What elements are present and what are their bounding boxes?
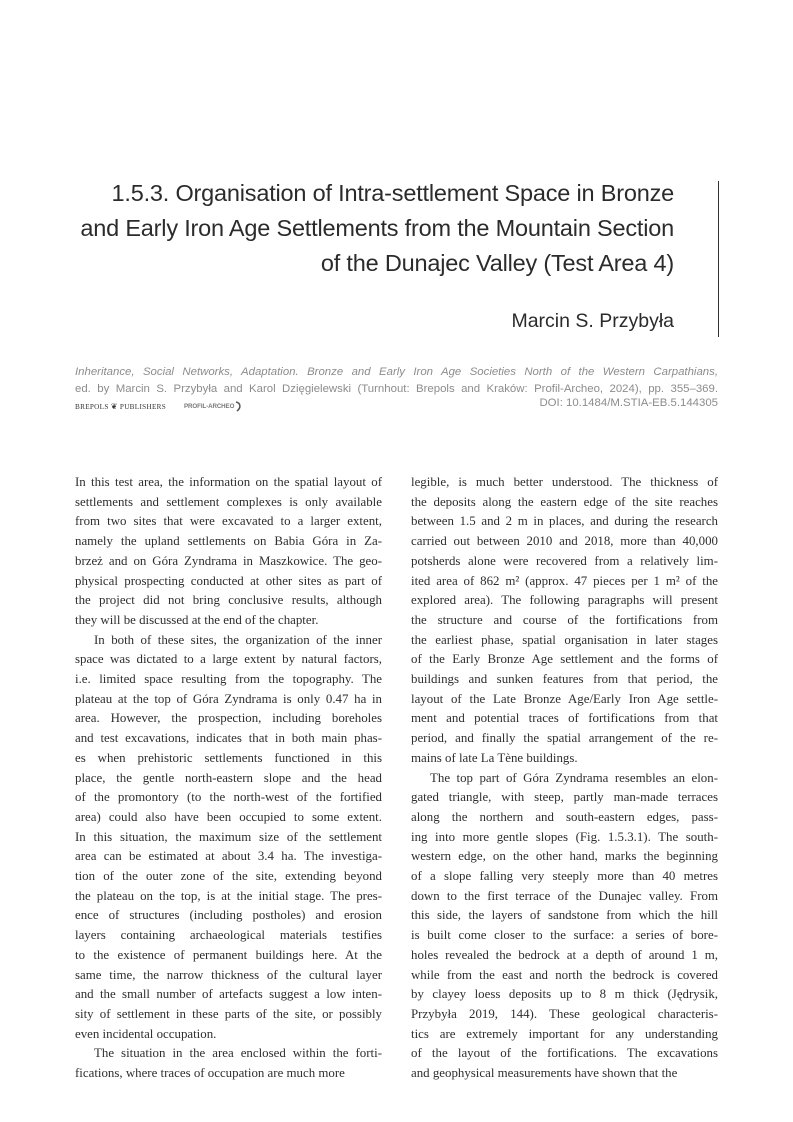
text-line: area) could also have been occupied to some extent. <box>75 809 382 824</box>
text-line: sity of settlement in these parts of the site, or possibly <box>75 1006 382 1021</box>
profil-archeo-swirl-icon <box>235 401 242 412</box>
text-line: holes revealed the bedrock at a depth of around 1 m, <box>411 947 718 962</box>
profil-archeo-logo-text: PROFIL-ARCHEO <box>184 403 235 410</box>
text-line: the plateau on the top, is at the initial stage. The pres- <box>75 888 382 903</box>
text-line: the project did not bring conclusive results, although <box>75 593 382 608</box>
citation-book-title: Inheritance, Social Networks, Adaptation. Bronze and Early Iron Age Societies North of the Western Carpathians, <box>75 366 718 378</box>
text-line: area. However, the prospection, including boreholes <box>75 711 382 726</box>
text-line: from two sites that were excavated to a larger extent, <box>75 514 382 529</box>
text-line: legible, is much better understood. The thickness of <box>411 475 718 489</box>
body-column-left <box>75 473 382 1084</box>
text-line: layout of the Late Bronze Age/Early Iron Age settle- <box>411 691 718 706</box>
text-line: even incidental occupation. <box>75 1026 217 1041</box>
chapter-title <box>60 176 674 281</box>
text-line: period, and finally the spatial arrangement of the re- <box>411 731 718 746</box>
brepols-logo-name: BREPOLS <box>75 403 109 411</box>
doi-text: DOI: 10.1484/M.STIA-EB.5.144305 <box>539 397 718 409</box>
text-line: of the Early Bronze Age settlement and the forms of <box>411 652 718 667</box>
text-line: i.e. limited space resulting from the topography. The <box>75 672 382 687</box>
brepols-logo-suffix: PUBLISHERS <box>119 403 167 411</box>
text-line: and geophysical measurements have shown that the <box>411 1066 678 1081</box>
text-line: explored area). The following paragraphs will present <box>411 593 718 608</box>
text-line: The situation in the area enclosed within the forti- <box>94 1046 382 1061</box>
brepols-mark-icon: ❦ <box>110 402 118 411</box>
profil-archeo-logo <box>184 401 242 412</box>
text-line: between 1.5 and 2 m in places, and during the research <box>411 514 718 529</box>
text-line: fications, where traces of occupation are much more <box>75 1066 345 1081</box>
text-line: place, the gentle north-eastern slope and the head <box>75 770 382 785</box>
title-vertical-rule <box>718 181 719 337</box>
text-line: same time, the narrow thickness of the cultural layer <box>75 967 382 982</box>
text-line: In both of these sites, the organization of the inner <box>94 632 382 647</box>
text-line: to the existence of permanent buildings here. At the <box>75 947 382 962</box>
text-line: The top part of Góra Zyndrama resembles an elon- <box>430 770 718 785</box>
text-line: namely the upland settlements on Babia Góra in Za- <box>75 534 382 549</box>
text-line: down to the first terrace of the Dunajec valley. From <box>411 888 718 903</box>
text-line: ment and potential traces of fortifications from that <box>411 711 718 726</box>
text-line: is built come closer to the surface: a series of bore- <box>411 928 718 943</box>
text-line: the deposits along the eastern edge of the site reaches <box>411 494 718 509</box>
text-line: plateau at the top of Góra Zyndrama is only 0.47 ha in <box>75 691 382 706</box>
text-line: space was dictated to a large extent by natural factors, <box>75 652 382 667</box>
text-line: by clayey loess deposits up to 8 m thick (Jędrysik, <box>411 987 718 1002</box>
text-line: ited area of 862 m² (approx. 47 pieces per 1 m² of the <box>411 573 718 588</box>
text-line: the structure and course of the fortifications from <box>411 612 718 627</box>
text-line: Przybyła 2019, 144). These geological characteris- <box>411 1006 718 1021</box>
text-line: ence of structures (including postholes) and erosion <box>75 908 382 923</box>
text-line: of the layout of the fortifications. The excavations <box>411 1046 718 1061</box>
paragraph <box>411 473 718 769</box>
citation-block <box>75 364 718 397</box>
text-line: gated triangle, with steep, partly man-made terraces <box>411 790 718 805</box>
text-line: potsherds alone were recovered from a relatively lim- <box>411 553 718 568</box>
text-line: carried out between 2010 and 2018, more than 40,000 <box>411 534 718 549</box>
text-line: tics are extremely important for any understanding <box>411 1026 718 1041</box>
chapter-title-line: 1.5.3. Organisation of Intra-settlement Space in Bronze <box>111 180 674 206</box>
text-line: settlements and settlement complexes is only available <box>75 494 382 509</box>
text-line: and the small number of artefacts suggest a low inten- <box>75 987 382 1002</box>
paragraph <box>75 631 382 1045</box>
text-line: In this situation, the maximum size of the settlement <box>75 829 382 844</box>
paragraph <box>75 1044 382 1083</box>
text-line: tion of the outer zone of the site, extending beyond <box>75 869 382 884</box>
chapter-title-line: and Early Iron Age Settlements from the Mountain Section <box>80 215 674 241</box>
text-line: this side, the layers of sandstone from which the hill <box>411 908 718 923</box>
text-line: ing into more gentle slopes (Fig. 1.5.3.1). The south- <box>411 829 718 844</box>
paragraph <box>75 473 382 631</box>
text-line: physical prospecting conducted at other sites as part of <box>75 573 382 588</box>
text-line: while from the east and north the bedrock is covered <box>411 967 718 982</box>
text-line: of the promontory (to the north-west of the fortified <box>75 790 382 805</box>
text-line: and test excavations, indicates that in both main phas- <box>75 731 382 746</box>
brepols-logo <box>75 402 166 411</box>
citation-editors: ed. by Marcin S. Przybyła and Karol Dzięgielewski (Turnhout: Brepols and Kraków: Profil-Archeo, 2024), pp. 355–369. <box>75 382 718 395</box>
text-line: buildings and sunken features from that period, the <box>411 672 718 687</box>
paragraph <box>411 769 718 1084</box>
text-line: mains of late La Tène buildings. <box>411 750 578 765</box>
author-name: Marcin S. Przybyła <box>511 310 674 332</box>
text-line: brzeż and on Góra Zyndrama in Maszkowice. The geo- <box>75 553 382 568</box>
text-line: they will be discussed at the end of the chapter. <box>75 612 319 627</box>
text-line: western edge, on the other hand, marks the beginning <box>411 849 718 864</box>
text-line: area can be estimated at about 3.4 ha. The investiga- <box>75 849 382 864</box>
text-line: layers containing archaeological materials testifies <box>75 928 382 943</box>
text-line: In this test area, the information on the spatial layout of <box>75 475 382 489</box>
text-line: the earliest phase, spatial organisation in later stages <box>411 632 718 647</box>
text-line: es when prehistoric settlements functioned in this <box>75 750 382 765</box>
text-line: of a slope falling very steeply more than 40 metres <box>411 869 718 884</box>
text-line: along the northern and south-eastern edges, pass- <box>411 809 718 824</box>
publisher-logos <box>75 401 242 412</box>
body-column-right <box>411 473 718 1084</box>
chapter-title-line: of the Dunajec Valley (Test Area 4) <box>320 250 674 276</box>
